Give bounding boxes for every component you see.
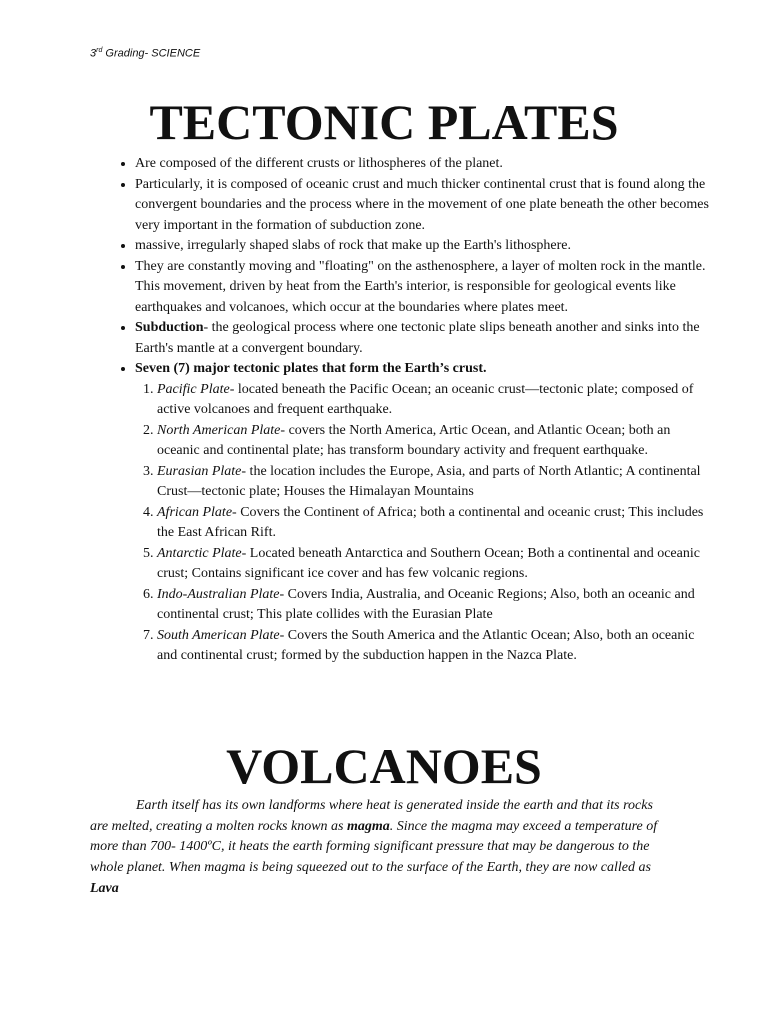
- plate-name: North American Plate: [157, 422, 281, 438]
- grade-subject: Grading- SCIENCE: [102, 47, 201, 60]
- plate-description: - Covers India, Australia, and Oceanic Regions; Also, both an oceanic and continental crust; This plate collides with the Eurasian Plate: [157, 586, 695, 622]
- plate-description: - Located beneath Antarctica and Southern Ocean; Both a continental and oceanic crust; Contains significant ice cover and has few volcanic regions.: [157, 545, 700, 581]
- plate-description: - Covers the Continent of Africa; both a continental and oceanic crust; This includes the East African Rift.: [157, 504, 704, 540]
- plate-item: [157, 626, 715, 667]
- plate-item: [157, 421, 715, 462]
- plate-name: African Plate: [157, 504, 233, 520]
- grade-number: 3: [90, 47, 97, 60]
- lava-term: Lava: [90, 880, 119, 896]
- plate-description: - Covers the South America and the Atlantic Ocean; Also, both an oceanic and continental crust; formed by the subduction happen in the Nazca Plate.: [157, 627, 695, 663]
- plate-description: - covers the North America, Artic Ocean, and Atlantic Ocean; both an oceanic and continental plate; has transform boundary activity and frequent earthquake.: [157, 422, 671, 458]
- bullet-item: • Are composed of the different crusts or lithospheres of the planet.: [135, 154, 715, 175]
- plate-item: [157, 503, 715, 544]
- bullet-item: • massive, irregularly shaped slabs of rock that make up the Earth's lithosphere.: [135, 236, 715, 257]
- tectonic-bullet-list: [92, 154, 715, 667]
- plates-list: [135, 380, 715, 667]
- plate-item: [157, 544, 715, 585]
- grade-ordinal: rd: [96, 47, 103, 54]
- plate-description: - located beneath the Pacific Ocean; an oceanic crust—tectonic plate; composed of active volcanoes and frequent earthquake.: [157, 381, 694, 417]
- bullet-item-seven-plates: [135, 359, 715, 667]
- plate-name: South American Plate: [157, 627, 280, 643]
- subduction-definition: - the geological process where one tectonic plate slips beneath another and sinks into the Earth's mantle at a convergent boundary.: [135, 320, 700, 356]
- seven-plates-heading: Seven (7) major tectonic plates that form the Earth’s crust.: [135, 361, 487, 376]
- volcanoes-title: VOLCANOES: [226, 738, 542, 794]
- bullet-item-subduction: [135, 318, 715, 359]
- bullet-item: • They are constantly moving and "floating" on the asthenosphere, a layer of molten rock in the mantle. This movement, driven by heat from the Earth's interior, is responsible for geological events like earthquakes and volcanoes, which occur at the boundaries where plates meet.: [135, 257, 715, 319]
- paragraph-text: . Since the magma may exceed a temperature of more than 700- 1400ºC, it heats the earth forming significant pressure that may be dangerous to the whole planet. When magma is being squeezed out to the surface of the Earth, they are now called as: [90, 818, 658, 876]
- plate-name: Indo-Australian Plate: [157, 586, 280, 602]
- plate-name: Eurasian Plate: [157, 463, 242, 479]
- plate-item: [157, 462, 715, 503]
- tectonic-plates-title: TECTONIC PLATES: [149, 94, 619, 150]
- plate-item: [157, 380, 715, 421]
- magma-term: magma: [347, 818, 390, 834]
- bullet-item: • Particularly, it is composed of oceanic crust and much thicker continental crust that is found along the convergent boundaries and the process where in the movement of one plate beneath the other becomes very important in the formation of subduction zone.: [135, 175, 715, 237]
- plate-description: - the location includes the Europe, Asia, and parts of North Atlantic; A continental Crust—tectonic plate; Houses the Himalayan Mountains: [157, 463, 701, 499]
- volcanoes-paragraph: [90, 796, 670, 900]
- paragraph-text: Earth itself has its own landforms where heat is generated inside the earth and that its rocks are melted, creating a molten rocks known as: [90, 798, 653, 834]
- plate-name: Antarctic Plate: [157, 545, 242, 561]
- plate-item: [157, 585, 715, 626]
- plate-name: Pacific Plate: [157, 381, 230, 397]
- page-header: [90, 47, 200, 60]
- subduction-term: Subduction: [135, 320, 204, 335]
